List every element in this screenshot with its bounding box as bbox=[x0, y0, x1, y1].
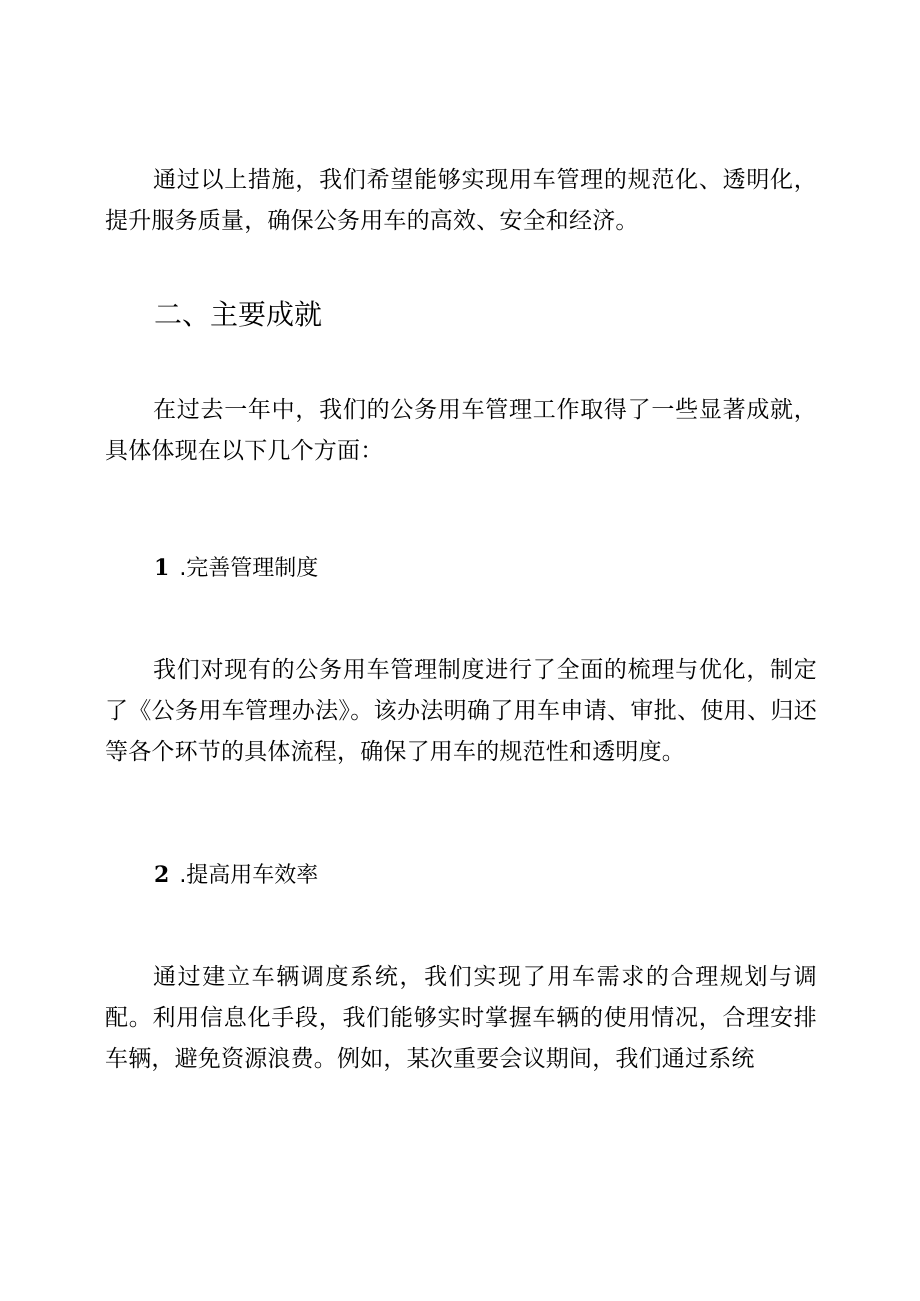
section-heading: 二、主要成就 bbox=[154, 298, 323, 331]
item-1-title: .完善管理制度 bbox=[179, 556, 319, 581]
section-intro-paragraph: 在过去一年中，我们的公务用车管理工作取得了一些显著成就，具体体现在以下几个方面： bbox=[105, 397, 817, 464]
item-2-number: 2 bbox=[154, 862, 170, 888]
item-1-body: 我们对现有的公务用车管理制度进行了全面的梳理与优化，制定了《公务用车管理办法》。该办法明确了用车申请、审批、使用、归还等各个环节的具体流程，确保了用车的规范性和透明度。 bbox=[105, 657, 817, 765]
item-2-title: .提高用车效率 bbox=[179, 863, 319, 888]
item-2-body: 通过建立车辆调度系统，我们实现了用车需求的合理规划与调配。利用信息化手段，我们能够实时掌握车辆的使用情况，合理安排车辆，避免资源浪费。例如，某次重要会议期间，我们通过系统 bbox=[105, 964, 817, 1072]
item-1-number: 1 bbox=[154, 555, 170, 581]
item-2-heading bbox=[154, 857, 318, 894]
intro-paragraph: 通过以上措施，我们希望能够实现用车管理的规范化、透明化，提升服务质量，确保公务用车的高效、安全和经济。 bbox=[105, 167, 817, 234]
item-1-heading bbox=[154, 550, 318, 587]
